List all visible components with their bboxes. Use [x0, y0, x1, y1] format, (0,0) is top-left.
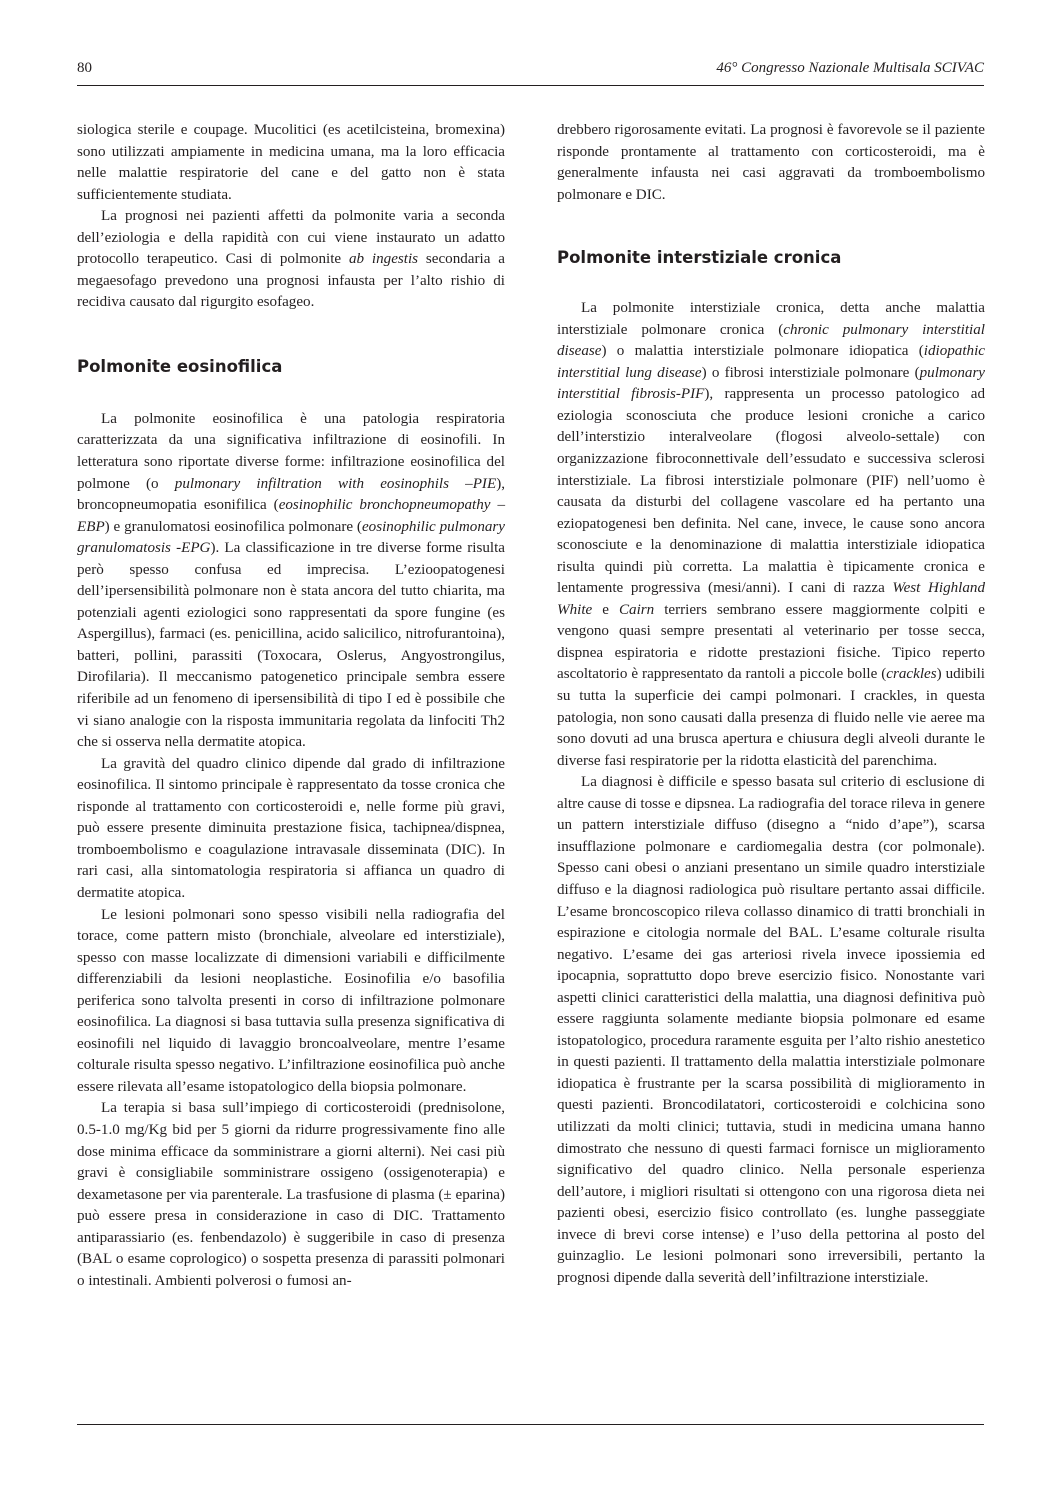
running-title: 46° Congresso Nazionale Multisala SCIVAC: [716, 60, 984, 76]
footer-rule: [77, 1424, 984, 1425]
page-number: 80: [77, 60, 92, 76]
paragraph: siologica sterile e coupage. Mucolitici (es acetilcisteina, bromexina) sono utilizzati ampiamente in medicina umana, ma la loro efficacia nelle malattie respiratorie del cane e del gatto non è stata sufficientemente studiata.: [77, 122, 505, 203]
header-rule: [77, 85, 984, 86]
section-heading: Polmonite eosinofilica: [77, 356, 283, 376]
paragraph: La prognosi nei pazienti affetti da polmonite varia a seconda dell’eziologia e della rapidità con cui viene instaurato un adatto protocollo terapeutico. Casi di polmonite ab ingestis secondaria a megaesofago prevedono una prognosi infausta per l’alto rishio di recidiva causato dal rigurgito esofageo.: [77, 208, 505, 311]
paragraph: La polmonite interstiziale cronica, detta anche malattia interstiziale polmonare cronica (chronic pulmonary interstitial disease) o malattia interstiziale polmonare idiopatica (idiopathic interstitial lung disease) o fibrosi interstiziale polmonare (pulmonary interstitial fibrosis-PIF), rappresenta un processo patologico ad eziologia sconosciuta che produce lesioni croniche a carico dell’interstizio interalveolare (flogosi alveolo-settale) con organizzazione fibroconnettivale dell’essudato e successiva sclerosi interstiziale. La fibrosi interstiziale polmonare (PIF) nell’uomo è causata da disturbi del collagene vascolare ed ha pertanto una eziopatogenesi ben definita. Nel cane, invece, le cause sono ancora sconosciute e la denominazione di malattia interstiziale idiopatica risulta quindi più corretta. La malattia è tipicamente cronica e lentamente progressiva (mesi/anni). I cani di razza West Highland White e Cairn terriers sembrano essere maggiormente colpiti e vengono quasi sempre presentati al veterinario per tosse secca, dispnea espiratoria e ridotte prestazioni fisiche. Tipico reperto ascoltatorio è rappresentato da rantoli a piccole bolle (crackles) udibili su tutta la superficie dei campi polmonari. I crackles, in questa patologia, non sono causati dalla presenza di fluido nelle vie aeree ma sono dovuti ad una brusca apertura e chiusura degli alveoli durante le diverse fasi respiratorie per la ridotta elasticità del parenchima.: [557, 300, 986, 769]
paragraph: Le lesioni polmonari sono spesso visibili nella radiografia del torace, come pattern misto (bronchiale, alveolare ed interstiziale), spesso con masse localizzate di dimensioni variabili e difficilmente differenziabili da lesioni neoplastiche. Eosinofilia e/o basofilia periferica sono talvolta presenti in corso di infiltrazione polmonare eosinofilica. La diagnosi si basa tuttavia sulla presenza significativa di eosinofili nel liquido di lavaggio broncoalveolare, mentre l’esame colturale risulta spesso negativo. L’infiltrazione eosinofilica può anche essere rilevata all’esame istopatologico della biopsia polmonare.: [77, 906, 505, 1095]
section-heading: Polmonite interstiziale cronica: [557, 248, 842, 268]
right-column: [557, 120, 985, 1289]
paragraph: La gravità del quadro clinico dipende dal grado di infiltrazione eosinofilica. Il sintomo principale è rappresentato da tosse cronica che risponde al trattamento con corticosteroidi e, nelle forme più gravi, può essere presente diminuita prestazione fisica, tachipnea/dispnea, tromboembolismo e coagulazione intravasale disseminata (DIC). In rari casi, alla sintomatologia respiratoria si affianca un quadro di dermatite atopica.: [77, 755, 505, 901]
paragraph: drebbero rigorosamente evitati. La prognosi è favorevole se il paziente risponde prontamente al trattamento con corticosteroidi, ma è generalmente infausta nei casi aggravati da tromboembolismo polmonare e DIC.: [557, 122, 985, 203]
paragraph: La polmonite eosinofilica è una patologia respiratoria caratterizzata da una significativa infiltrazione di eosinofili. In letteratura sono riportate diverse forme: infiltrazione eosinofilica del polmone (o pulmonary infiltration with eosinophils –PIE), broncopneumopatia esonifilica (eosinophilic bronchopneumopathy –EBP) e granulomatosi eosinofilica polmonare (eosinophilic pulmonary granulomatosis -EPG). La classificazione in tre diverse forme risulta però spesso confusa ed imprecisa. L’ezioopatogenesi dell’ipersensibilità polmonare non è stata ancora del tutto chiarita, ma potenziali agenti eziologici sono rappresentati da spore fungine (es Aspergillus), farmaci (es. penicillina, acido salicilico, nitrofurantoina), batteri, pollini, parassiti (Toxocara, Oslerus, Angyostrongilus, Dirofilaria). Il meccanismo patogenetico principale sembra essere riferibile ad un fenomeno di ipersensibilità di tipo I ed è possibile che vi siano analogie con la risposta immunitaria regolata da linfociti Th2 che si osserva nella dermatite atopica.: [77, 410, 505, 751]
running-header: [77, 58, 984, 80]
paragraph: La terapia si basa sull’impiego di corticosteroidi (prednisolone, 0.5-1.0 mg/Kg bid per 5 giorni da ridurre progressivamente fino alle dose minima efficace da somministrare a giorni alterni). Nei casi più gravi è consigliabile somministrare ossigeno (ossigenoterapia) e dexametasone per via parenterale. La trasfusione di plasma (± eparina) può essere presa in considerazione in caso di DIC. Trattamento antiparassiario (es. fenbendazolo) è suggeribile in caso di presenza (BAL o esame coprologico) o sospetta presenza di parassiti polmonari o intestinali. Ambienti polverosi o fumosi an-: [77, 1100, 505, 1289]
left-column: [77, 120, 505, 1292]
paragraph: La diagnosi è difficile e spesso basata sul criterio di esclusione di altre cause di tosse e dipsnea. La radiografia del torace rileva in genere un pattern interstiziale diffuso (disegno a “nido d’ape”), scarsa insufflazione polmonare e cardiomegalia destra (cor polmonale). Spesso cani obesi o anziani presentano un simile quadro interstiziale diffuso e la diagnosi radiologica può risultare pertanto assai difficile. L’esame broncoscopico rileva collasso dinamico di tratti bronchiali in espirazione e citologia normale del BAL. L’esame colturale risulta negativo. L’esame dei gas arteriosi rivela invece ipossiemia ed ipocapnia, soprattutto dopo breve esercizio fisico. Nonostante vari aspetti clinici caratteristici della malattia, una diagnosi definitiva può essere raggiunta solamente mediante biopsia polmonare ed esame istopatologico, procedura raramente esguita per l’alto rishio anestetico in questi pazienti. Il trattamento della malattia interstiziale polmonare idiopatica è frustrante per la scarsa possibilità di miglioramento in questi pazienti. Broncodilatatori, corticosteroidi e colchicina sono utilizzati da molti clinici; tuttavia, studi in medicina umana hanno dimostrato che nessuno di questi farmaci fornisce un miglioramento significativo del quadro clinico. Nella personale esperienza dell’autore, i migliori risultati si ottengono con una rigorosa dieta nei pazienti obesi, esercizio fisico controllato (es. lunghe passeggiate invece di brevi corse intense) e l’uso della pettorina al posto del guinzaglio. Le lesioni polmonari sono irreversibili, pertanto la prognosi dipende dalla severità dell’infiltrazione interstiziale.: [557, 774, 985, 1286]
